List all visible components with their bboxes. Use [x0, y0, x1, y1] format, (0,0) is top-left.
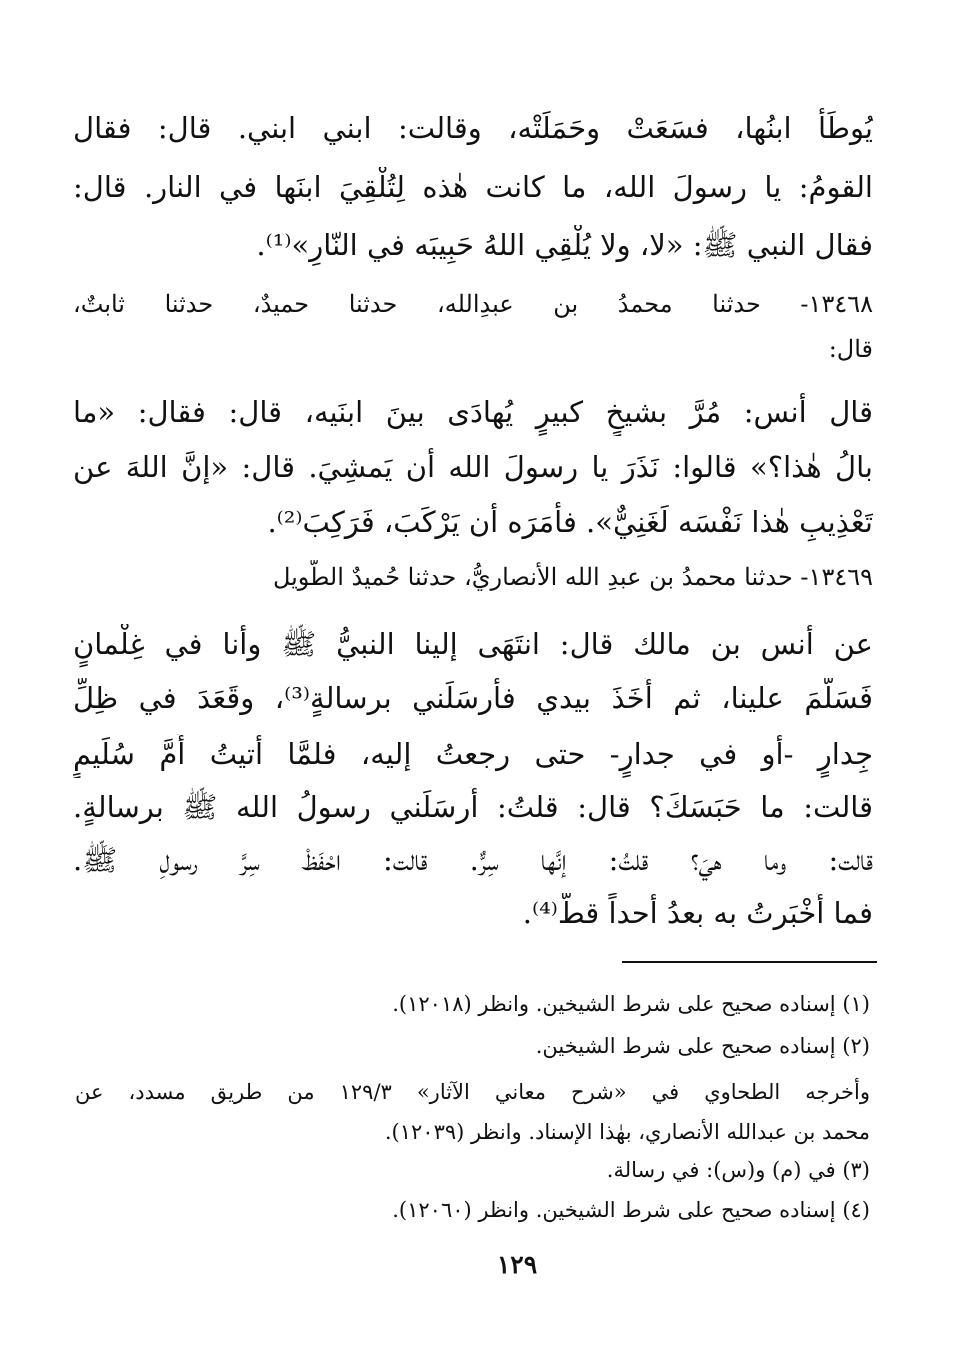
body-text-line: القومُ: يا رسولَ الله، ما كانت هٰذه لِتُلْقِيَ ابنَها في النار. قال: [73, 170, 873, 204]
footnote-line: (١) إسناده صحيح على شرط الشيخين. وانظر (١٢٠١٨). [392, 992, 870, 1016]
hadith-chain-line: ١٣٤٦٨- حدثنا محمدُ بن عبدِالله، حدثنا حميدٌ، حدثنا ثابتٌ، [73, 290, 873, 318]
body-text-line: عن أنس بن مالك قال: انتَهَى إلينا النبيُّ ﷺ وأنا في غِلْمانٍ [73, 627, 873, 661]
body-text-line: قالت: وما هيَ؟ قلتُ: إنَّها سِرٌّ. قالت: احْفَظْ سِرَّ رسولِ ﷺ. [73, 843, 873, 877]
body-text-line: تَعْذِيبِ هٰذا نَفْسَه لَغَنِيٌّ». فأَمَرَه أن يَرْكَبَ، فَرَكِبَ⁽²⁾. [267, 505, 873, 539]
body-text-line: قالت: ما حَبَسَكَ؟ قال: قلتُ: أَرسَلَني رسولُ الله ﷺ برسالةٍ. [73, 790, 873, 824]
body-text-line: جِدارٍ -أو في جدارٍ- حتى رجعتُ إليه، فلمَّا أتيتُ أُمَّ سُلَيمٍ [73, 737, 873, 771]
page-number: ١٢٩ [496, 1250, 538, 1279]
hadith-chain-line: قال: [828, 335, 873, 363]
footnote-separator [622, 961, 877, 963]
body-text-line: يُوطَأَ ابنُها، فسَعَتْ وحَمَلَتْه، وقالت: ابني ابني. قال: فقال [73, 111, 873, 145]
footnote-line: محمد بن عبدالله الأنصاري، بهٰذا الإسناد. وانظر (١٢٠٣٩). [384, 1120, 870, 1144]
body-text-line: فقال النبي ﷺ: «لا، ولا يُلْقِي اللهُ حَبِيبَه في النّارِ»⁽¹⁾. [256, 228, 873, 262]
body-text-line: قال أنس: مُرَّ بشيخٍ كبيرٍ يُهادَى بينَ ابنَيه، قال: فقال: «ما [73, 395, 873, 429]
hadith-chain-line: ١٣٤٦٩- حدثنا محمدُ بن عبدِ الله الأنصاريُّ، حدثنا حُميدٌ الطَّويل [272, 563, 873, 591]
footnote-line: وأخرجه الطحاوي في «شرح معاني الآثار» ١٢٩/٣ من طريق مسدد، عن [75, 1080, 870, 1104]
footnote-line: (٤) إسناده صحيح على شرط الشيخين. وانظر (١٢٠٦٠). [392, 1198, 870, 1222]
footnote-line: (٣) في (م) و(س): في رسالة. [606, 1158, 870, 1182]
footnote-line: (٢) إسناده صحيح على شرط الشيخين. [535, 1034, 870, 1058]
body-text-line: فَسَلَّمَ علينا، ثم أَخَذَ بيدي فأَرسَلَني برسالةٍ⁽³⁾، وقَعَدَ في ظِلِّ [73, 681, 873, 715]
body-text-line: بالُ هٰذا؟» قالوا: نَذَرَ يا رسولَ الله أن يَمشِيَ. قال: «إنَّ اللهَ عن [73, 450, 873, 484]
body-text-line: فما أَخْبَرتُ به بعدُ أحداً قطُّ⁽⁴⁾. [522, 896, 873, 930]
